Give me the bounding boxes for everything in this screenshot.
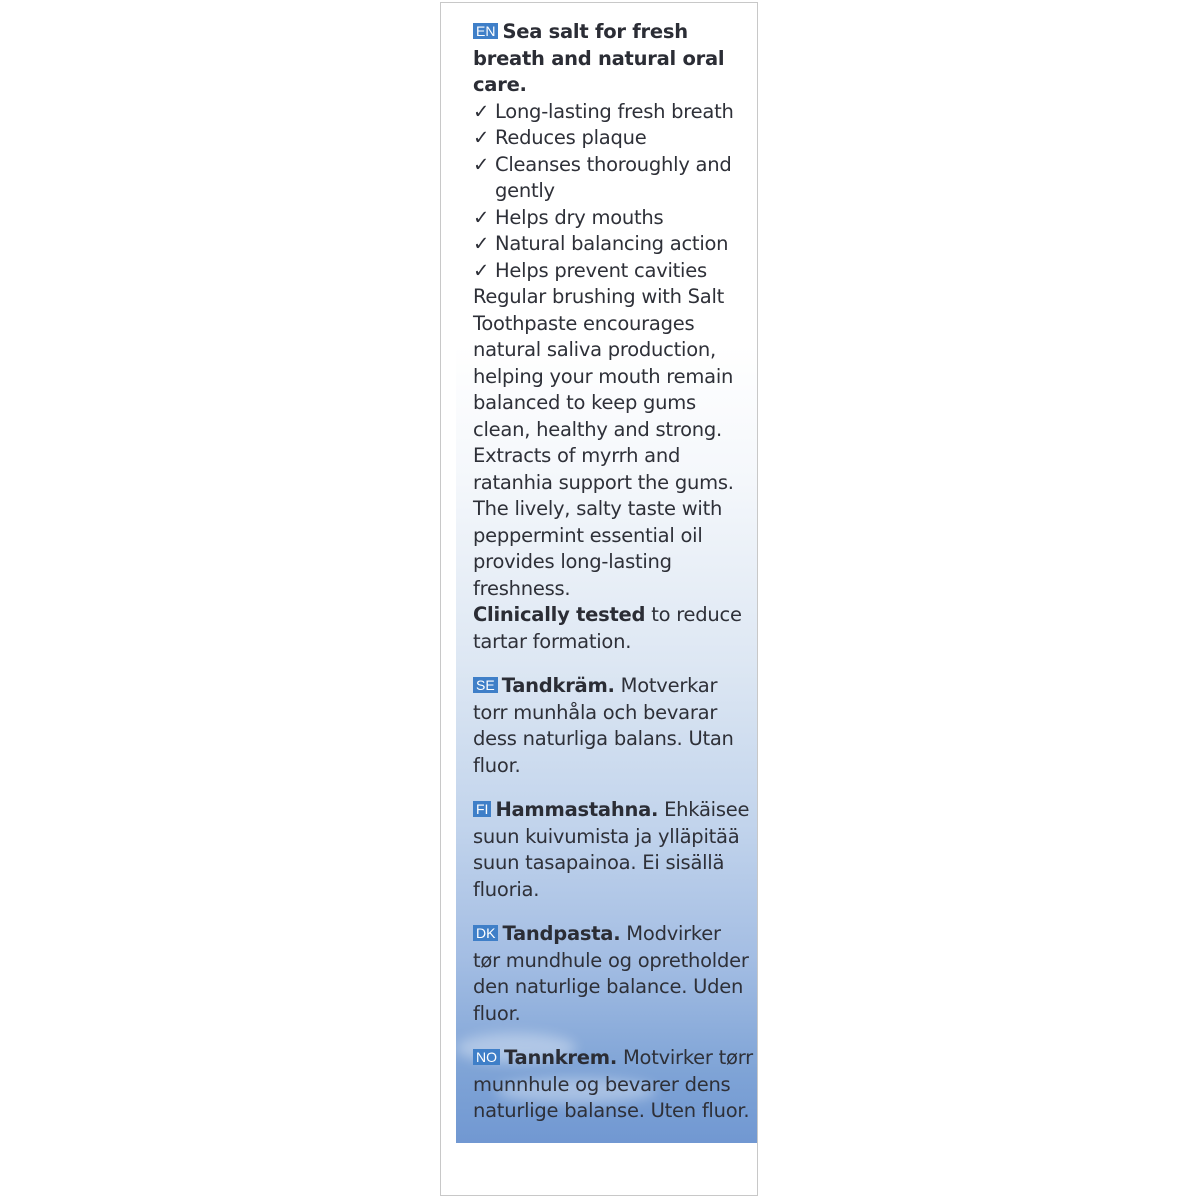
check-icon: ✓ [473, 126, 490, 149]
clinical-bold: Clinically tested [473, 603, 646, 626]
section-se [473, 673, 753, 779]
en-clinical-note [473, 602, 753, 655]
se-title: Tandkräm. [501, 674, 615, 697]
clinical-rest: to reduce tartar formation. [473, 603, 742, 653]
list-item [473, 152, 753, 205]
list-item [473, 258, 753, 285]
package-side-panel [440, 2, 758, 1196]
no-text: Motvirker tørr munnhule og bevarer dens naturlige balanse. Uten fluor. [473, 1046, 753, 1122]
check-icon: ✓ [473, 99, 490, 123]
se-text: Motverkar torr munhåla och bevarar dess naturliga balans. Utan fluor. [473, 674, 734, 777]
language-flag-en: EN [473, 23, 498, 39]
benefit-text: Helps prevent cavities [495, 258, 707, 282]
no-title: Tannkrem. [504, 1046, 617, 1069]
en-title: Sea salt for fresh breath and natural oral care. [473, 20, 725, 96]
check-icon: ✓ [473, 152, 490, 176]
language-flag-se: SE [473, 677, 498, 693]
benefit-text: Natural balancing action [495, 232, 729, 255]
check-icon: ✓ [473, 205, 490, 229]
list-item [473, 205, 753, 232]
product-text [473, 19, 753, 1125]
language-flag-fi: FI [473, 801, 491, 817]
section-no [473, 1045, 753, 1125]
fi-title: Hammastahna. [495, 798, 659, 821]
section-en [473, 19, 753, 655]
section-dk [473, 921, 753, 1027]
list-item [473, 125, 753, 152]
benefit-text: Cleanses thoroughly and gently [495, 152, 732, 202]
benefit-text: Helps dry mouths [495, 205, 664, 229]
language-flag-dk: DK [473, 925, 498, 941]
language-flag-no: NO [473, 1049, 500, 1065]
benefit-text: Long-lasting fresh breath [495, 99, 734, 123]
benefit-text: Reduces plaque [495, 126, 647, 149]
dk-text: Modvirker tør mundhule og opretholder den naturlige balance. Uden fluor. [473, 922, 749, 1025]
dk-title: Tandpasta. [502, 922, 621, 945]
check-icon: ✓ [473, 258, 490, 282]
en-heading [473, 19, 753, 99]
en-description: Regular brushing with Salt Toothpaste encourages natural saliva production, helping your mouth remain balanced to keep gums clean, healthy and strong. Extracts of myrrh and ratanhia support the gums. The lively, salty taste with peppermint essential oil provides long-lasting freshness. [473, 285, 734, 600]
list-item [473, 99, 753, 126]
fi-paragraph [473, 797, 753, 903]
se-paragraph [473, 673, 753, 779]
benefits-list [473, 99, 753, 285]
check-icon: ✓ [473, 232, 490, 255]
fi-text: Ehkäisee suun kuivumista ja ylläpitää suun tasapainoa. Ei sisällä fluoria. [473, 798, 750, 901]
list-item [473, 231, 753, 258]
dk-paragraph [473, 921, 753, 1027]
section-fi [473, 797, 753, 903]
no-paragraph [473, 1045, 753, 1125]
